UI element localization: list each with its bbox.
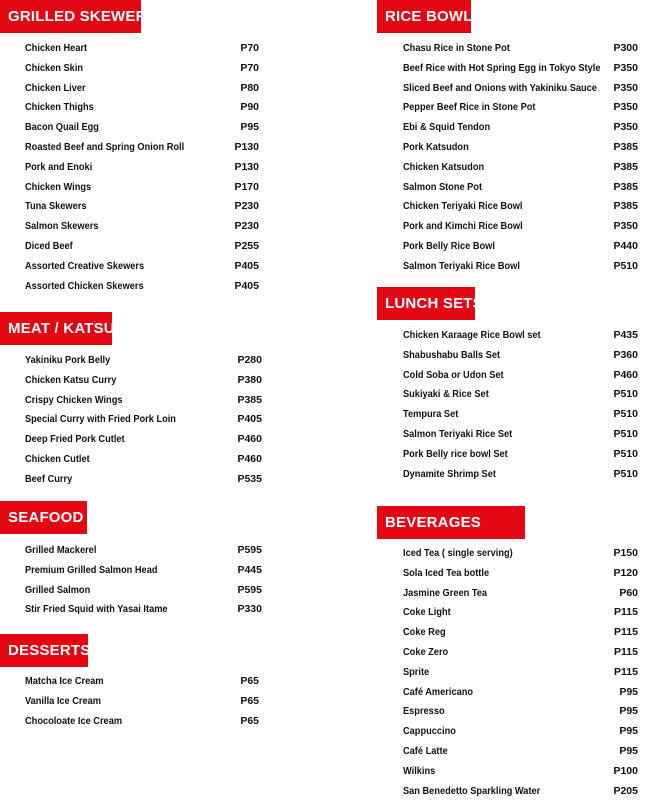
menu-item-price: P460 xyxy=(237,453,262,465)
menu-item-name: Jasmine Green Tea xyxy=(403,586,488,599)
menu-item-name: Chicken Katsudon xyxy=(403,160,485,173)
menu-item-price: P435 xyxy=(613,329,638,341)
menu-item-name: Chicken Cutlet xyxy=(25,453,90,465)
menu-item-price: P115 xyxy=(614,646,638,658)
menu-item-name: San Benedetto Sparkling Water xyxy=(403,784,541,797)
menu-item-name: Chicken Wings xyxy=(25,180,92,193)
menu-item-name: Espresso xyxy=(403,705,445,718)
menu-item-name: Café Latte xyxy=(403,745,448,757)
section-header-grilled-skewers: GRILLED SKEWERS xyxy=(0,0,141,33)
menu-item-price: P510 xyxy=(613,259,638,272)
menu-item-price: P150 xyxy=(613,547,638,559)
menu-item-price: P405 xyxy=(234,259,259,272)
menu-item-price: P385 xyxy=(613,180,638,193)
menu-item-price: P380 xyxy=(237,373,262,386)
menu-item-name: Pepper Beef Rice in Stone Pot xyxy=(403,101,536,114)
menu-item-price: P595 xyxy=(237,544,262,556)
menu-item-price: P205 xyxy=(613,784,638,797)
menu-item-name: Chicken Teriyaki Rice Bowl xyxy=(403,200,523,213)
menu-item-name: Assorted Chicken Skewers xyxy=(25,279,144,292)
menu-item-name: Diced Beef xyxy=(25,240,73,252)
menu-item-price: P405 xyxy=(237,413,262,426)
menu-item-name: Salmon Teriyaki Rice Bowl xyxy=(403,259,520,272)
menu-item-price: P70 xyxy=(240,42,259,54)
menu-item-price: P120 xyxy=(613,566,638,579)
menu-item-price: P80 xyxy=(240,81,259,94)
menu-item-name: Coke Reg xyxy=(403,626,446,639)
menu-item-price: P385 xyxy=(613,200,638,213)
menu-item-name: Sprite xyxy=(403,665,430,678)
menu-item-name: Special Curry with Fried Pork Loin xyxy=(25,413,176,426)
menu-item-name: Coke Light xyxy=(403,606,451,619)
menu-item-name: Chicken Karaage Rice Bowl set xyxy=(403,329,541,341)
menu-item-name: Tempura Set xyxy=(403,408,459,421)
menu-item-name: Salmon Skewers xyxy=(25,220,99,233)
menu-item-name: Shabushabu Balls Set xyxy=(403,348,501,361)
section-header-lunch-sets: LUNCH SETS xyxy=(377,287,475,320)
menu-item-price: P460 xyxy=(613,368,638,381)
menu-item-name: Pork and Kimchi Rice Bowl xyxy=(403,220,523,233)
menu-item-name: Pork Belly rice bowl Set xyxy=(403,447,508,460)
menu-item-name: Salmon Teriyaki Rice Set xyxy=(403,428,513,440)
menu-item-price: P440 xyxy=(613,240,638,252)
menu-item-price: P510 xyxy=(613,408,638,421)
menu-item-name: Matcha Ice Cream xyxy=(25,675,104,687)
menu-item-name: Vanilla Ice Cream xyxy=(25,694,102,707)
menu-item-price: P330 xyxy=(237,603,262,616)
menu-item-name: Iced Tea ( single serving) xyxy=(403,547,513,559)
menu-item-price: P115 xyxy=(614,606,638,619)
menu-item-name: Chicken Liver xyxy=(25,81,86,94)
section-header-meat-katsu: MEAT / KATSU xyxy=(0,312,112,345)
menu-item-name: Café Americano xyxy=(403,685,474,698)
menu-item-name: Ebi & Squid Tendon xyxy=(403,121,491,134)
menu-item-price: P100 xyxy=(613,764,638,777)
menu-item-price: P360 xyxy=(613,348,638,361)
menu-item-price: P60 xyxy=(619,586,638,599)
menu-item-price: P510 xyxy=(613,388,638,401)
menu-item-price: P510 xyxy=(613,428,638,440)
menu-item-name: Wilkins xyxy=(403,764,436,777)
menu-item-name: Bacon Quail Egg xyxy=(25,121,99,134)
menu-item-price: P95 xyxy=(619,725,638,738)
menu-item-name: Assorted Creative Skewers xyxy=(25,259,145,272)
section-header-desserts: DESSERTS xyxy=(0,634,88,667)
menu-item-name: Tuna Skewers xyxy=(25,200,87,213)
menu-item-price: P350 xyxy=(613,81,638,94)
menu-item-price: P350 xyxy=(613,220,638,233)
menu-item-name: Beef Rice with Hot Spring Egg in Tokyo Style xyxy=(403,61,601,74)
menu-item-price: P70 xyxy=(240,61,259,74)
section-header-beverages: BEVERAGES xyxy=(377,506,525,539)
menu-item-price: P115 xyxy=(614,665,638,678)
menu-item-price: P510 xyxy=(613,447,638,460)
menu-item-price: P65 xyxy=(240,694,259,707)
menu-item-price: P385 xyxy=(613,160,638,173)
menu-item-price: P350 xyxy=(613,121,638,134)
menu-item-name: Sliced Beef and Onions with Yakiniku Sauce xyxy=(403,81,597,94)
menu-item-name: Chicken Thighs xyxy=(25,101,94,114)
menu-item-name: Dynamite Shrimp Set xyxy=(403,467,496,480)
menu-item-price: P385 xyxy=(613,141,638,153)
menu-item-name: Beef Curry xyxy=(25,472,73,485)
menu-item-name: Deep Fried Pork Cutlet xyxy=(25,433,125,446)
menu-item-name: Sukiyaki & Rice Set xyxy=(403,388,489,401)
menu-item-name: Chicken Heart xyxy=(25,42,88,54)
menu-item-price: P405 xyxy=(234,279,259,292)
menu-item-price: P510 xyxy=(613,467,638,480)
menu-item-price: P350 xyxy=(613,101,638,114)
menu-item-name: Yakiniku Pork Belly xyxy=(25,354,111,366)
menu-item-price: P280 xyxy=(237,354,262,366)
menu-item-price: P95 xyxy=(619,685,638,698)
menu-item-name: Salmon Stone Pot xyxy=(403,180,483,193)
menu-item-name: Cold Soba or Udon Set xyxy=(403,368,504,381)
menu-item-price: P230 xyxy=(234,200,259,213)
menu-item-price: P460 xyxy=(237,433,262,446)
menu-item-price: P95 xyxy=(619,745,638,757)
section-header-rice-bowls: RICE BOWLS xyxy=(377,0,471,33)
menu-item-name: Coke Zero xyxy=(403,646,449,658)
menu-item-price: P90 xyxy=(240,101,259,114)
menu-item-price: P170 xyxy=(234,180,259,193)
menu-item-price: P130 xyxy=(234,160,259,173)
menu-item-name: Grilled Mackerel xyxy=(25,544,97,556)
menu-item-name: Chicken Skin xyxy=(25,61,84,74)
menu-item-price: P65 xyxy=(240,675,259,687)
menu-item-name: Roasted Beef and Spring Onion Roll xyxy=(25,141,185,153)
menu-item-price: P595 xyxy=(237,583,262,596)
menu-item-price: P535 xyxy=(237,472,262,485)
menu-item-name: Pork Belly Rice Bowl xyxy=(403,240,495,252)
menu-item-name: Chocoloate Ice Cream xyxy=(25,714,123,727)
menu-item-price: P95 xyxy=(619,705,638,718)
menu-item-name: Crispy Chicken Wings xyxy=(25,393,123,406)
menu-item-name: Stir Fried Squid with Yasai Itame xyxy=(25,603,168,616)
menu-item-price: P130 xyxy=(234,141,259,153)
menu-item-name: Chasu Rice in Stone Pot xyxy=(403,42,510,54)
menu-item-price: P385 xyxy=(237,393,262,406)
menu-item-price: P65 xyxy=(240,714,259,727)
menu-item-name: Chicken Katsu Curry xyxy=(25,373,117,386)
menu-item-name: Pork Katsudon xyxy=(403,141,469,153)
menu-item-price: P95 xyxy=(240,121,259,134)
section-header-seafood: SEAFOOD xyxy=(0,501,87,534)
menu-item-name: Pork and Enoki xyxy=(25,160,93,173)
menu-item-name: Cappuccino xyxy=(403,725,456,738)
menu-item-price: P255 xyxy=(234,240,259,252)
menu-item-name: Sola Iced Tea bottle xyxy=(403,566,490,579)
menu-item-price: P300 xyxy=(613,42,638,54)
menu-item-price: P115 xyxy=(614,626,638,639)
menu-item-name: Premium Grilled Salmon Head xyxy=(25,563,158,576)
menu-item-price: P230 xyxy=(234,220,259,233)
menu-item-price: P350 xyxy=(613,61,638,74)
menu-item-name: Grilled Salmon xyxy=(25,583,91,596)
menu-item-price: P445 xyxy=(237,563,262,576)
